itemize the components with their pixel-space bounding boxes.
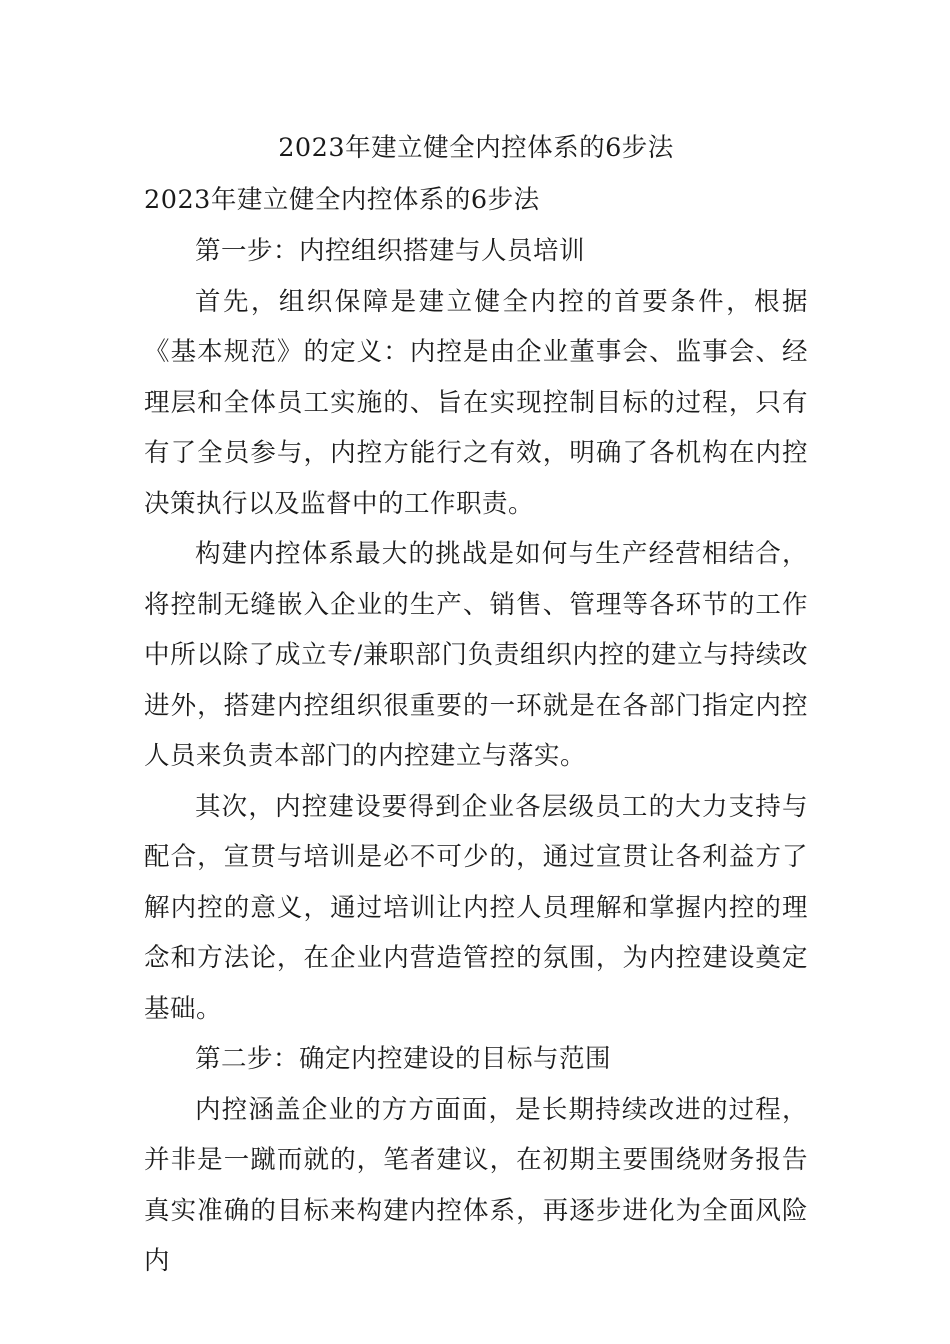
document-body: [144, 122, 808, 1287]
paragraph-organization: 首先，组织保障是建立健全内控的首要条件，根据《基本规范》的定义：内控是由企业董事会、监事会、经理层和全体员工实施的、旨在实现控制目标的过程，只有有了全员参与，内控方能行之有效，明确了各机构在内控决策执行以及监督中的工作职责。: [144, 286, 808, 519]
paragraph-training: 其次，内控建设要得到企业各层级员工的大力支持与配合，宣贯与培训是必不可少的，通过宣贯让各利益方了解内控的意义，通过培训让内控人员理解和掌握内控的理念和方法论，在企业内营造管控的氛围，为内控建设奠定基础。: [144, 791, 808, 1024]
section-heading-step-1: 第一步：内控组织搭建与人员培训: [195, 236, 586, 266]
document-subtitle: 2023年建立健全内控体系的6步法: [144, 185, 540, 215]
document-title: 2023年建立健全内控体系的6步法: [278, 133, 674, 163]
paragraph-challenge: 构建内控体系最大的挑战是如何与生产经营相结合，将控制无缝嵌入企业的生产、销售、管理等各环节的工作中所以除了成立专/兼职部门负责组织内控的建立与持续改进外，搭建内控组织很重要的一环就是在各部门指定内控人员来负责本部门的内控建立与落实。: [144, 539, 808, 771]
section-heading-step-2: 第二步：确定内控建设的目标与范围: [195, 1044, 612, 1074]
paragraph-scope: 内控涵盖企业的方方面面，是长期持续改进的过程，并非是一蹴而就的，笔者建议，在初期主要围绕财务报告真实准确的目标来构建内控体系，再逐步进化为全面风险内: [144, 1094, 808, 1276]
